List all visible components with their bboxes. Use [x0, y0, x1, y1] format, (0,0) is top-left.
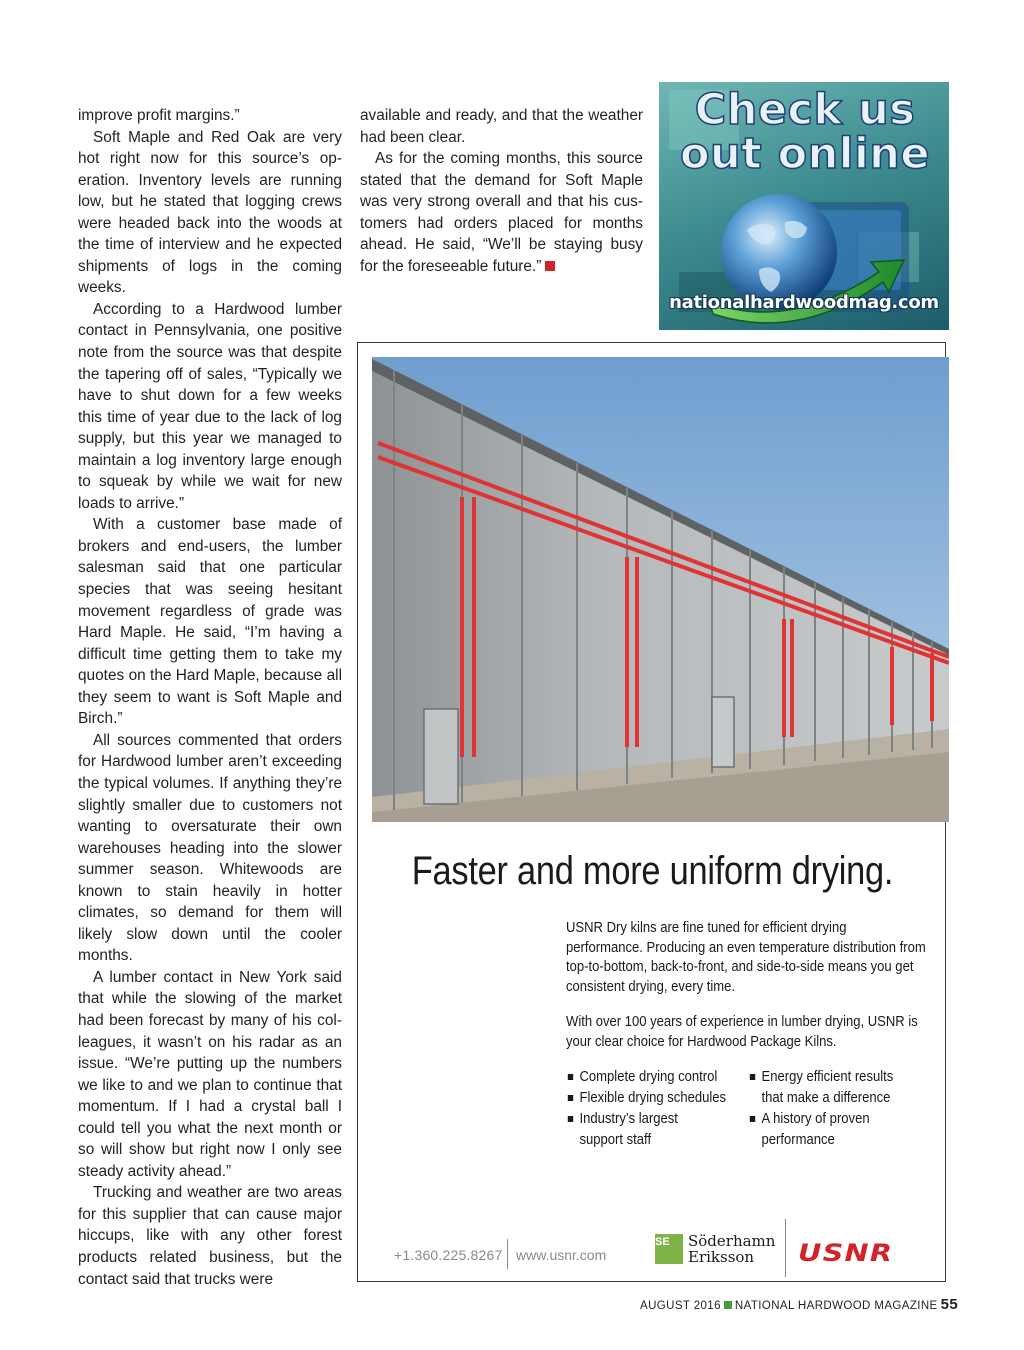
- article-paragraph-text: As for the coming months, this source stated that the demand for Soft Maple was very strong overall and that his customers had orders placed for months ahead. He said, “We’ll be staying busy for the foreseeable future.”: [360, 150, 643, 275]
- partner-logo-mark: SE: [655, 1234, 683, 1264]
- article-paragraph: improve profit margins.”: [78, 107, 240, 124]
- ad-feature-item: Industry’s largest support staff: [566, 1109, 688, 1151]
- usnr-logo: USNR: [798, 1239, 894, 1267]
- page-footer: [640, 1296, 958, 1313]
- promo-headline: [665, 85, 945, 179]
- divider: [507, 1239, 508, 1269]
- issue-date: AUGUST 2016: [640, 1300, 721, 1312]
- promo-headline-line: out online: [679, 129, 931, 179]
- partner-logo-wordmark: [688, 1233, 775, 1265]
- ad-description: USNR Dry kilns are fine tuned for efficient drying performance. Producing an even temperature distribution from top-to-bottom, back-to-front, and side-to-side means you get consistent drying, every time.: [566, 920, 926, 995]
- end-of-article-marker: [545, 261, 555, 271]
- usnr-advertisement: [357, 342, 946, 1282]
- article-paragraph: With a customer base made of brokers and end-users, the lumber salesman said that one particular species that was seeing hesitant movement regardless of grade was Hard Maple. He said, “I’m having a difficult time getting them to take my quotes on the Hard Maple, because all they seem to want is Soft Maple and Birch.”: [78, 516, 342, 728]
- ad-feature-item: Flexible drying schedules: [566, 1088, 726, 1109]
- ad-feature-item: Complete drying control: [566, 1067, 726, 1088]
- article-paragraph: According to a Hardwood lumber contact in Pennsylvania, one positive note from the source was that despite the tapering off of sales, “Typically we have to shut down for a few weeks this time of year due to the lack of log supply, but this year we managed to maintain a log inventory large enough to squeak by while we wait for new loads to arrive.”: [78, 300, 342, 512]
- ad-experience-statement: With over 100 years of experience in lumber drying, USNR is your clear choice for Hardwood Package Kilns.: [566, 1014, 918, 1050]
- footer-square-icon: [724, 1301, 732, 1309]
- divider: [785, 1219, 786, 1277]
- ad-headline: Faster and more uniform drying.: [411, 849, 894, 893]
- magazine-name: NATIONAL HARDWOOD MAGAZINE: [734, 1300, 938, 1312]
- article-paragraph: Soft Maple and Red Oak are very hot right now for this source’s operation. Inventory levels are running low, but he stated that logging crews were headed back into the woods at the time of interview and he expected shipments of logs in the coming weeks.: [78, 128, 342, 297]
- article-paragraph: All sources commented that orders for Hardwood lumber aren’t exceeding the typical volumes. If anything they’re slightly smaller due to customers not wanting to oversaturate their own warehouses heading into the slower summer season. Whitewoods are known to stain heavily in hotter climates, so demand for them will likely slow down until the cooler months.: [78, 731, 342, 965]
- article-paragraph: [360, 148, 643, 277]
- soderhamn-eriksson-logo: [655, 1231, 785, 1271]
- ad-feature-list-right: [748, 1067, 897, 1151]
- ad-phone-number: +1.360.225.8267: [394, 1247, 503, 1263]
- page-number: 55: [940, 1296, 959, 1313]
- online-promo-banner[interactable]: [659, 82, 949, 330]
- article-column-2: [360, 105, 643, 277]
- ad-website-link[interactable]: www.usnr.com: [516, 1247, 607, 1263]
- promo-website-link[interactable]: nationalhardwoodmag.com: [669, 292, 939, 313]
- ad-feature-item: Energy efficient results that make a difference: [748, 1067, 897, 1109]
- article-paragraph: available and ready, and that the weather had been clear.: [360, 107, 643, 146]
- partner-logo-line: Eriksson: [688, 1248, 755, 1266]
- article-column-1: [78, 105, 342, 1290]
- article-paragraph: A lumber contact in New York said that while the slowing of the market had been forecast by many of his colleagues, it wasn’t on his radar as an issue. “We’re putting up the numbers we like to and we plan to continue that momentum. If I had a crystal ball I could tell you what the next month or so will show but right now I only see steady activity ahead.”: [78, 968, 342, 1180]
- kiln-building-photo: [372, 357, 949, 822]
- article-paragraph: Trucking and weather are two areas for this supplier that can cause major hiccups, like with any other forest products related business, but the contact said that trucks were: [78, 1184, 342, 1288]
- ad-feature-list-left: [566, 1067, 726, 1151]
- promo-headline-line: Check us: [694, 85, 916, 135]
- ad-feature-item: A history of proven performance: [748, 1109, 879, 1151]
- partner-logo-line: Söderhamn: [688, 1232, 776, 1250]
